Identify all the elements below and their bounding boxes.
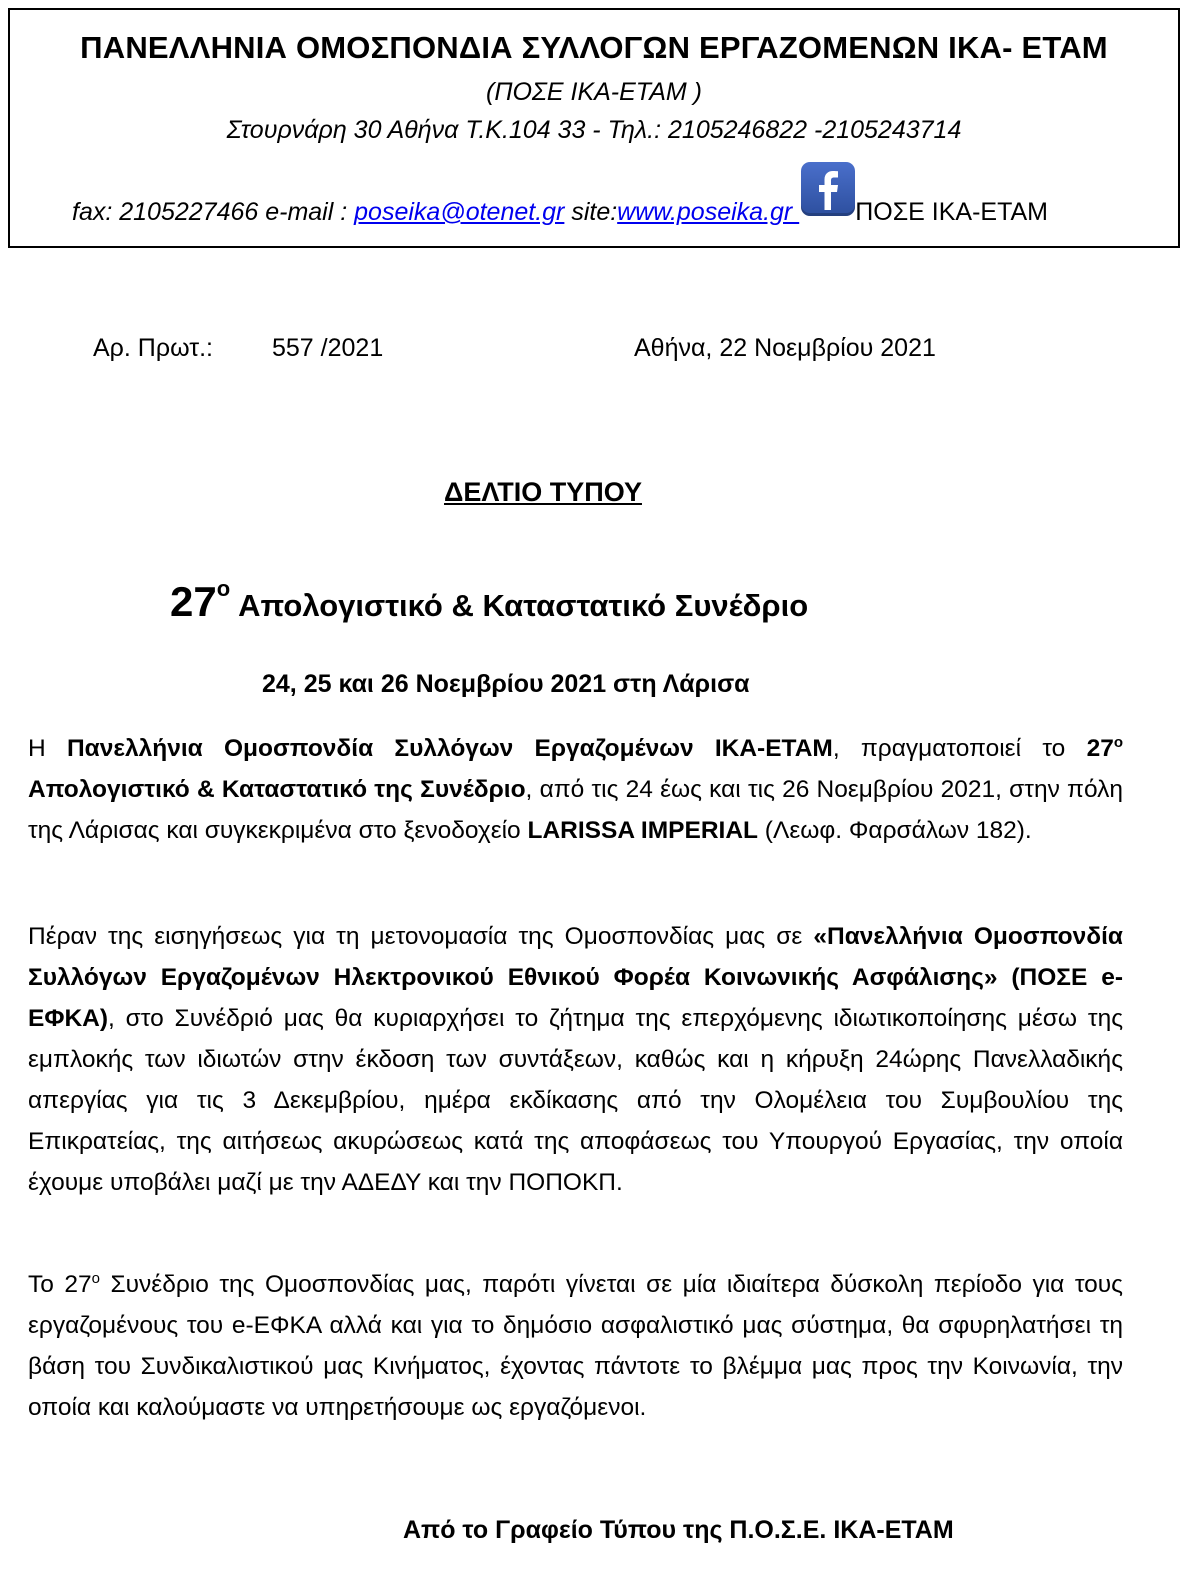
paragraph-agenda [28,916,1123,1203]
site-label: site: [564,198,618,226]
document-date: Αθήνα, 22 Νοεμβρίου 2021 [634,334,936,362]
letterhead [8,8,1180,248]
contact-line [72,180,1048,234]
congress-number: 27 [170,578,217,625]
facebook-label: ΠΟΣΕ ΙΚΑ-ΕΤΑΜ [855,198,1048,226]
protocol-label: Αρ. Πρωτ.: [93,334,213,362]
email-link[interactable]: poseika@otenet.gr [354,198,565,226]
bold-span: Πανελλήνια Ομοσπονδία Συλλόγων Εργαζομένων ΙΚΑ-ΕΤΑΜ [66,735,833,762]
congress-title [170,576,808,626]
superscript: ο [1113,733,1123,751]
text-span: Συνέδριο της Ομοσπονδίας μας, παρότι γίνεται σε μία ιδιαίτερα δύσκολη περίοδο για τους εργαζομένους του e-ΕΦΚΑ αλλά και για το δημόσιο ασφαλιστικό μας σύστημα, θα σφυρηλατήσει τη βάση του Συνδικαλιστικού μας Κινήματος, έχοντας πάντοτε το βλέμμα μας προς την Κοινωνία, την οποία και καλούμαστε να υπηρετήσουμε ως εργαζόμενοι. [28,1271,1123,1421]
org-name: ΠΑΝΕΛΛΗΝΙΑ ΟΜΟΣΠΟΝΔΙΑ ΣΥΛΛΟΓΩΝ ΕΡΓΑΖΟΜΕΝΩΝ ΙΚΑ- ΕΤΑΜ [80,30,1108,65]
bold-span: 27 [1086,735,1114,762]
congress-dates: 24, 25 και 26 Νοεμβρίου 2021 στη Λάρισα [262,670,750,698]
bold-span: «Πανελλήνια Ομοσπονδία Συλλόγων Εργαζομένων Ηλεκτρονικού Εθνικού Φορέα Κοινωνικής Ασφάλισης» (ΠΟΣΕ e-ΕΦΚΑ) [28,923,1123,1032]
bold-span: LARISSA IMPERIAL [527,817,758,844]
text-span: Η [28,735,67,762]
signature: Από το Γραφείο Τύπου της Π.Ο.Σ.Ε. ΙΚΑ-ΕΤΑΜ [403,1516,954,1544]
bold-span: Απολογιστικό & Καταστατικό της Συνέδριο [28,776,526,803]
text-span: Πέραν της εισηγήσεως για τη μετονομασία της Ομοσπονδίας μας σε [28,923,814,950]
fax-text: fax: 2105227466 e-mail : [72,198,355,226]
text-span: Το 27 [28,1271,92,1298]
org-abbreviation: (ΠΟΣΕ ΙΚΑ-ΕΤΑΜ ) [486,78,702,106]
paragraph-closing [28,1264,1123,1428]
paragraph-intro [28,728,1123,851]
congress-title-text: Απολογιστικό & Καταστατικό Συνέδριο [238,588,809,623]
site-link[interactable]: www.poseika.gr [617,198,800,226]
facebook-icon[interactable] [801,162,855,216]
text-span: , πραγματοποιεί το [832,735,1087,762]
protocol-number: 557 /2021 [272,334,384,362]
superscript: ο [91,1269,100,1287]
org-address: Στουρνάρη 30 Αθήνα Τ.Κ.104 33 - Τηλ.: 2105246822 -2105243714 [226,116,962,144]
text-span: , από τις 24 έως και τις 26 Νοεμβρίου 2021, στην πόλη της Λάρισας και συγκεκριμένα στο ξενοδοχείο [28,776,1123,844]
document-type-heading: ΔΕΛΤΙΟ ΤΥΠΟΥ [444,477,642,507]
text-span: (Λεωφ. Φαρσάλων 182). [758,817,1032,844]
congress-number-superscript: ο [216,576,231,601]
text-span: , στο Συνέδριό μας θα κυριαρχήσει το ζήτημα της επερχόμενης ιδιωτικοποίησης μέσω της εμπλοκής των ιδιωτών στην έκδοση των συντάξεων, καθώς και η κήρυξη 24ώρης Πανελλαδικής απεργίας για τις 3 Δεκεμβρίου, ημέρα εκδίκασης από την Ολομέλεια του Συμβουλίου της Επικρατείας, της αιτήσεως ακυρώσεως κατά της αποφάσεως του Υπουργού Εργασίας, την οποία έχουμε υποβάλει μαζί με την ΑΔΕΔΥ και την ΠΟΠΟΚΠ. [28,1005,1123,1196]
